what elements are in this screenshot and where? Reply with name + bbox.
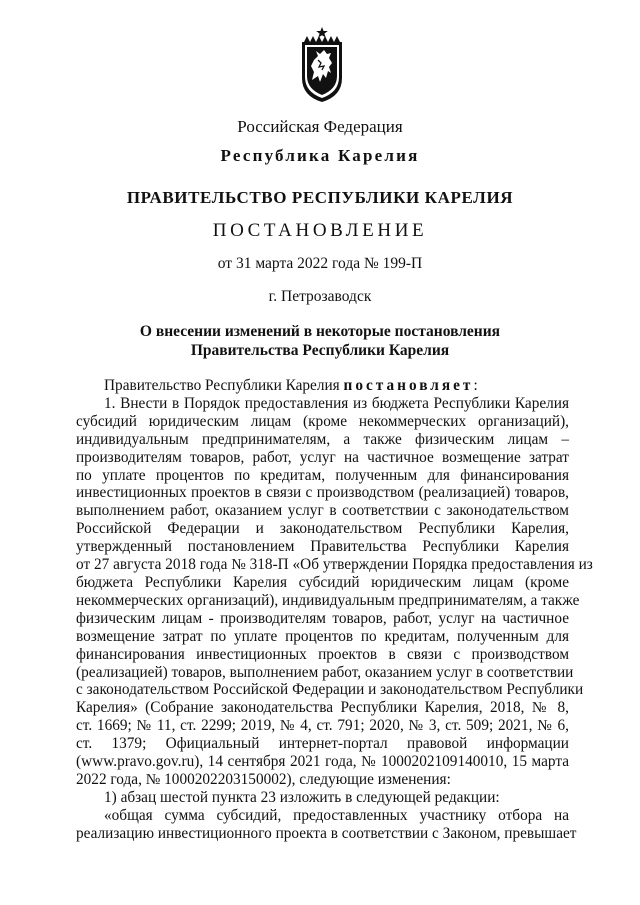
intro-decree-word: постановляет (343, 377, 474, 394)
body-line: (реализацией) товаров, выполнением работ, оказанием услуг в соответствии (76, 663, 574, 681)
document-date-number: от 31 марта 2022 года № 199-П (217, 255, 423, 272)
document-title-line: Правительства Республики Карелия (190, 342, 450, 359)
karelia-coat-of-arms-icon (296, 26, 348, 104)
body-line: инвестиционных проектов в связи с производством (реализацией) товаров, (76, 484, 569, 502)
body-line: реализацию инвестиционного проекта в соответствии с Законом, превышает (76, 824, 577, 842)
body-line: 1) абзац шестой пункта 23 изложить в следующей редакции: (104, 788, 500, 806)
body-line: физическим лицам - производителям товаров, работ, услуг на частичное (76, 609, 569, 627)
intro-paragraph (76, 377, 569, 395)
republic-name: Республика Карелия (220, 146, 420, 165)
body-line: утвержденный постановлением Правительства Республики Карелия (76, 538, 569, 556)
body-line: 1. Внести в Порядок предоставления из бюджета Республики Карелия (104, 394, 569, 412)
intro-colon: : (473, 377, 478, 394)
body-line: (www.pravo.gov.ru), 14 сентября 2021 года, № 1000202109140010, 15 марта (76, 753, 569, 771)
document-city: г. Петрозаводск (268, 288, 372, 305)
intro-text: Правительство Республики Карелия (104, 377, 340, 394)
body-line: по уплате процентов по кредитам, полученным для финансирования (76, 466, 569, 484)
body-line: производителям товаров, работ, услуг на частичное возмещение затрат (76, 448, 569, 466)
country-name: Российская Федерация (237, 117, 403, 136)
body-line: индивидуальным предпринимателям, а также физическим лицам – (76, 430, 569, 448)
body-line: ст. 1379; Официальный интернет-портал правовой информации (76, 735, 569, 753)
body-line: финансирования инвестиционных проектов в связи с производством (76, 645, 569, 663)
document-type: ПОСТАНОВЛЕНИЕ (212, 220, 428, 241)
body-line: «общая сумма субсидий, предоставленных участнику отбора на (104, 806, 569, 824)
body-line: субсидий юридическим лицам (кроме некоммерческих организаций), (76, 412, 569, 430)
document-title-line: О внесении изменений в некоторые постановления (139, 323, 501, 340)
body-line: возмещение затрат по уплате процентов по кредитам, полученным для (76, 627, 569, 645)
body-line: с законодательством Российской Федерации и законодательством Республики (76, 681, 584, 699)
body-line: Российской Федерации и законодательством Республики Карелия, (76, 520, 569, 538)
body-line: выполнением работ, оказанием услуг в соответствии с законодательством (76, 502, 569, 520)
body-line: 2022 года, № 1000202203150002), следующие изменения: (76, 770, 451, 788)
body-line: некоммерческих организаций), индивидуальным предпринимателям, а также (76, 591, 580, 609)
document-body (76, 377, 593, 843)
body-line: от 27 августа 2018 года № 318-П «Об утверждении Порядка предоставления из (76, 556, 593, 574)
government-name: ПРАВИТЕЛЬСТВО РЕСПУБЛИКИ КАРЕЛИЯ (126, 188, 514, 207)
body-line: бюджета Республики Карелия субсидий юридическим лицам (кроме (76, 573, 569, 591)
body-line: Карелия» (Собрание законодательства Республики Карелия, 2018, № 8, (76, 699, 569, 717)
body-line: ст. 1669; № 11, ст. 2299; 2019, № 4, ст. 791; 2020, № 3, ст. 509; 2021, № 6, (76, 717, 569, 735)
document-title (0, 322, 640, 360)
